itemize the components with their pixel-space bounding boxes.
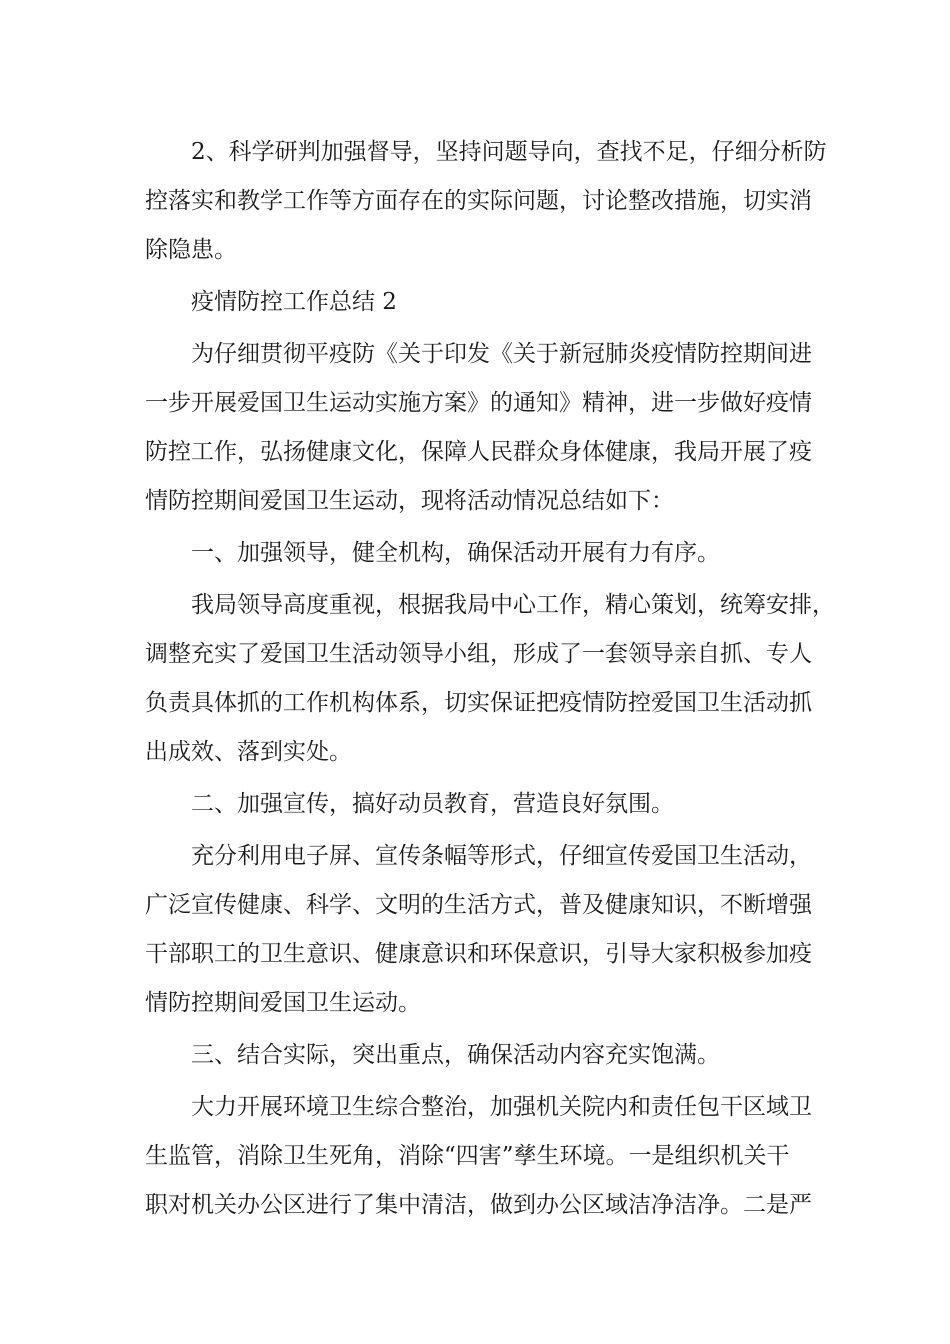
text-line: 我局领导高度重视，根据我局中心工作，精心策划，统筹安排， bbox=[191, 592, 835, 618]
paragraph bbox=[145, 529, 805, 578]
paragraph bbox=[145, 581, 835, 777]
text-line: 情防控期间爱国卫生运动。 bbox=[145, 990, 421, 1016]
text-line: 一、加强领导，健全机构，确保活动开展有力有序。 bbox=[191, 540, 720, 566]
text-line: 2、科学研判加强督导，坚持问题导向，查找不足，仔细分析防 bbox=[191, 139, 827, 165]
text-line: 情防控期间爱国卫生运动，现将活动情况总结如下： bbox=[145, 488, 674, 514]
text-line: 干部职工的卫生意识、健康意识和环保意识，引导大家积极参加疫 bbox=[145, 941, 812, 967]
text-line: 大力开展环境卫生综合整治，加强机关院内和责任包干区域卫 bbox=[191, 1094, 812, 1120]
text-line: 除隐患。 bbox=[145, 237, 237, 263]
text-line: 广泛宣传健康、科学、文明的生活方式，普及健康知识，不断增强 bbox=[145, 892, 812, 918]
paragraph bbox=[145, 128, 827, 275]
paragraph bbox=[145, 780, 805, 829]
text-line: 控落实和教学工作等方面存在的实际问题，讨论整改措施，切实消 bbox=[145, 188, 812, 214]
text-line: 负责具体抓的工作机构体系，切实保证把疫情防控爱国卫生活动抓 bbox=[145, 690, 812, 716]
text-line: 一步开展爱国卫生运动实施方案》的通知》精神，进一步做好疫情 bbox=[145, 390, 812, 416]
text-line: 充分利用电子屏、宣传条幅等形式，仔细宣传爱国卫生活动， bbox=[191, 843, 812, 869]
text-line: 出成效、落到实处。 bbox=[145, 739, 352, 765]
text-line: 防控工作，弘扬健康文化，保障人民群众身体健康，我局开展了疫 bbox=[145, 439, 812, 465]
paragraph bbox=[145, 278, 805, 327]
paragraph bbox=[145, 1083, 812, 1230]
paragraph bbox=[145, 330, 812, 526]
text-line: 调整充实了爱国卫生活动领导小组，形成了一套领导亲自抓、专人 bbox=[145, 641, 812, 667]
text-line: 生监管，消除卫生死角，消除“四害”孳生环境。一是组织机关干 bbox=[145, 1143, 790, 1169]
text-line: 为仔细贯彻平疫防《关于印发《关于新冠肺炎疫情防控期间进 bbox=[191, 341, 812, 367]
paragraph bbox=[145, 832, 812, 1028]
paragraph bbox=[145, 1031, 805, 1080]
text-line: 疫情防控工作总结 2 bbox=[191, 289, 397, 315]
document-body bbox=[145, 128, 835, 1233]
text-line: 三、结合实际，突出重点，确保活动内容充实饱满。 bbox=[191, 1042, 720, 1068]
text-line: 职对机关办公区进行了集中清洁，做到办公区域洁净洁净。二是严 bbox=[145, 1192, 812, 1218]
text-line: 二、加强宣传，搞好动员教育，营造良好氛围。 bbox=[191, 791, 674, 817]
